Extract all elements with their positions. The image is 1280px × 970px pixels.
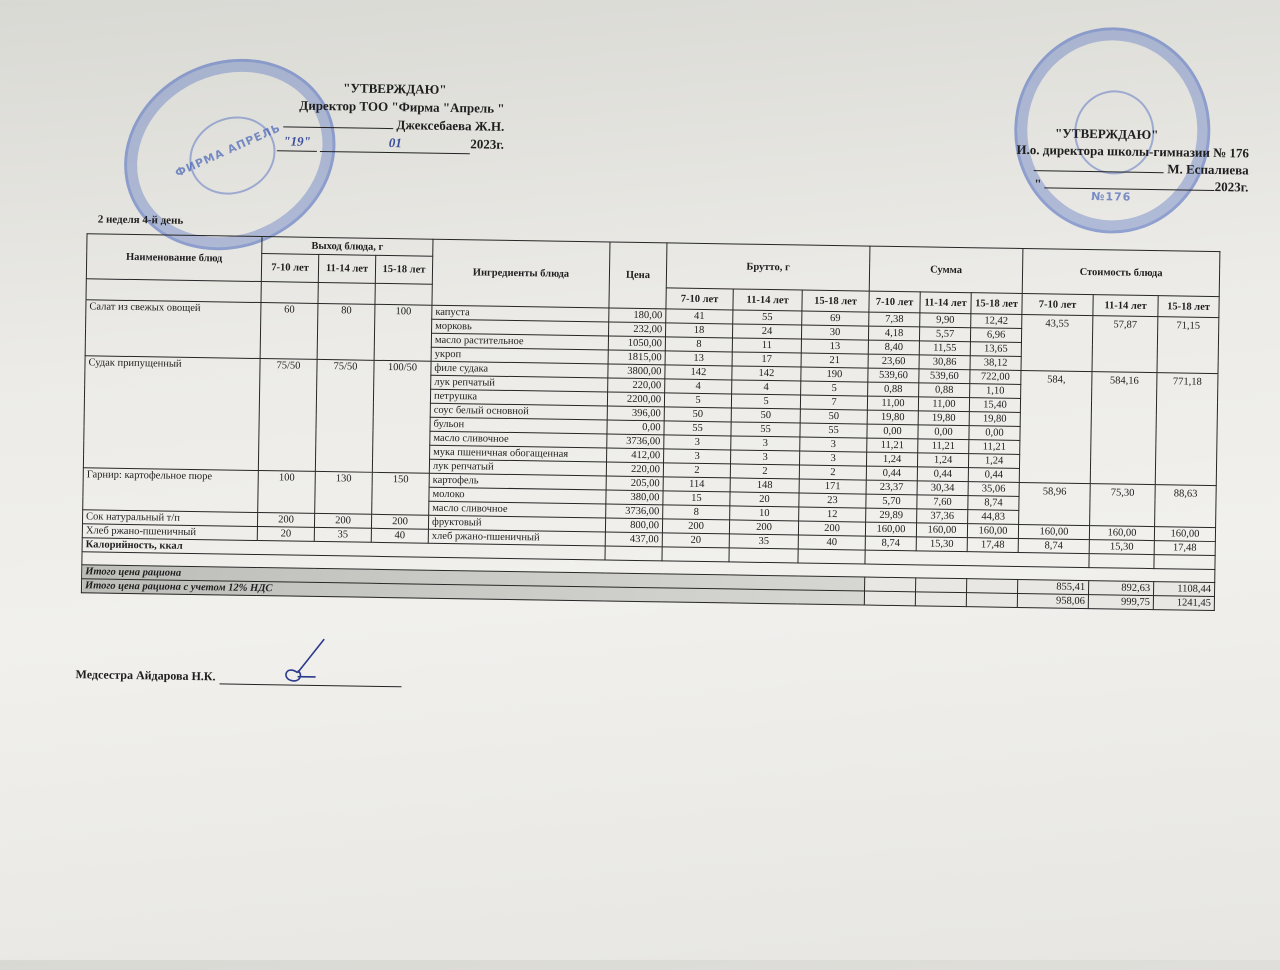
sum: 23,37 [866, 480, 917, 495]
dish-yield: 130 [315, 471, 373, 514]
sum: 17,48 [967, 538, 1018, 553]
gross: 4 [732, 380, 801, 395]
header-dish-name: Наименование блюд [86, 234, 262, 282]
approval-block-right [963, 123, 1249, 195]
header-yield: Выход блюда, г [262, 237, 433, 257]
dish-cost: 771,18 [1155, 373, 1218, 486]
approval-title: "УТВЕРЖДАЮ" [343, 80, 447, 97]
approval-block-left [244, 78, 505, 155]
dish-cost: 8,74 [1018, 538, 1089, 553]
sum: 5,70 [866, 494, 917, 509]
ingredient-name: масло сливочное [429, 501, 606, 518]
gross: 18 [665, 323, 732, 338]
ingredient-name: капуста [432, 305, 609, 322]
ingredient-price: 437,00 [605, 532, 662, 547]
sum: 160,00 [865, 522, 916, 537]
dish-cost: 15,30 [1089, 540, 1154, 555]
ingredient-name: соус белый основной [430, 403, 607, 420]
approval-year: 2023г. [470, 136, 505, 152]
menu-table [81, 233, 1221, 611]
header-gross: Брутто, г [666, 243, 870, 291]
dish-name: Гарнир: картофельное пюре [83, 468, 259, 513]
header-dish-cost: Стоимость блюда [1022, 248, 1220, 296]
gross: 8 [663, 505, 730, 520]
dish-yield: 100 [258, 471, 316, 514]
gross: 4 [665, 379, 732, 394]
gross: 50 [664, 407, 731, 422]
gross: 2 [663, 463, 730, 478]
gross: 5 [801, 381, 868, 396]
ingredient-name: филе судака [431, 361, 608, 378]
sum: 9,90 [920, 313, 971, 328]
ingredient-price: 3736,00 [607, 434, 664, 449]
gross: 2 [730, 464, 799, 479]
total-vat-price: 958,06 [1017, 593, 1088, 608]
gross: 200 [798, 521, 865, 536]
ingredient-name: морковь [432, 319, 609, 336]
sum: 1,24 [866, 452, 917, 467]
dish-name: Сок натуральный т/п [82, 510, 257, 527]
sum: 8,74 [968, 496, 1019, 511]
approver-position: И.о. директора школы-гимназии № 176 [1016, 141, 1250, 161]
dish-cost: 160,00 [1089, 526, 1154, 541]
sum: 8,40 [868, 340, 919, 355]
sum: 8,74 [865, 536, 916, 551]
sum: 7,60 [917, 495, 968, 510]
gross: 13 [801, 339, 868, 354]
empty-cell [662, 547, 729, 562]
dish-yield: 200 [314, 513, 371, 528]
ingredient-name: бульон [430, 417, 607, 434]
dish-cost: 584, [1019, 370, 1092, 483]
dish-cost: 160,00 [1154, 527, 1215, 542]
sum: 38,12 [970, 356, 1021, 371]
ingredient-name: молоко [429, 487, 606, 504]
total-price: 855,41 [1018, 579, 1089, 594]
sum: 1,24 [968, 454, 1019, 469]
nurse-label: Медсестра Айдарова Н.К. [75, 667, 216, 684]
ingredient-price: 220,00 [606, 462, 663, 477]
header-age: 11-14 лет [318, 254, 375, 283]
sum: 11,21 [969, 440, 1020, 455]
sum: 0,00 [969, 426, 1020, 441]
dish-yield: 150 [372, 472, 430, 515]
gross: 24 [732, 324, 801, 339]
gross: 12 [799, 507, 866, 522]
ingredient-price: 180,00 [609, 308, 666, 323]
dish-name: Судак припущенный [83, 356, 260, 471]
sum: 30,34 [917, 481, 968, 496]
header-age: 7-10 лет [1022, 293, 1093, 315]
gross: 30 [801, 325, 868, 340]
dish-yield: 80 [317, 303, 375, 360]
sum: 6,96 [970, 328, 1021, 343]
gross: 3 [800, 437, 867, 452]
gross: 21 [801, 353, 868, 368]
header-age: 15-18 лет [1158, 296, 1219, 318]
gross: 55 [800, 423, 867, 438]
total-vat-price: 1241,45 [1153, 596, 1214, 611]
calories-label: Калорийность, ккал [82, 538, 605, 560]
sum: 19,80 [867, 410, 918, 425]
dish-name: Хлеб ржано-пшеничный [82, 524, 257, 541]
gross: 40 [798, 535, 865, 550]
sum: 0,88 [868, 382, 919, 397]
gross: 11 [732, 338, 801, 353]
dish-cost: 75,30 [1090, 484, 1156, 527]
ingredient-name: масло сливочное [430, 431, 607, 448]
header-sum: Сумма [869, 246, 1023, 293]
approval-year: 2023г. [1214, 179, 1249, 195]
sum: 0,00 [867, 424, 918, 439]
sum: 15,30 [916, 537, 967, 552]
dish-cost: 160,00 [1018, 524, 1089, 539]
empty-cell [967, 579, 1018, 594]
header-spacer [86, 279, 261, 303]
total-price: 1108,44 [1153, 582, 1214, 597]
sum: 160,00 [967, 524, 1018, 539]
sum: 7,38 [869, 312, 920, 327]
week-day-label: 2 неделя 4-й день [97, 213, 184, 227]
ingredient-name: петрушка [430, 389, 607, 406]
sum: 11,21 [918, 439, 969, 454]
gross: 17 [732, 352, 801, 367]
sum: 0,44 [968, 468, 1019, 483]
dish-cost: 58,96 [1019, 482, 1091, 525]
sum: 35,06 [968, 482, 1019, 497]
dish-yield: 20 [257, 527, 314, 542]
sum: 0,44 [917, 467, 968, 482]
ingredient-price: 396,00 [607, 406, 664, 421]
total-vat-label: Итого цена рациона с учетом 12% НДС [81, 579, 864, 605]
dish-name: Салат из свежых овощей [85, 300, 261, 359]
ingredient-price: 232,00 [609, 322, 666, 337]
gross: 69 [802, 311, 869, 326]
sum: 29,89 [866, 508, 917, 523]
approval-title: "УТВЕРЖДАЮ" [1054, 125, 1159, 143]
dish-cost: 17,48 [1154, 541, 1215, 556]
gross: 171 [799, 479, 866, 494]
gross: 142 [665, 365, 732, 380]
gross: 55 [733, 310, 802, 325]
approver-position: Директор ТОО "Фирма "Апрель " [299, 97, 505, 116]
sum: 44,83 [968, 510, 1019, 525]
sum: 539,60 [868, 368, 919, 383]
total-label: Итого цена рациона [82, 565, 865, 591]
gross: 142 [732, 366, 801, 381]
empty-cell [605, 546, 662, 561]
header-ingredients: Ингредиенты блюда [432, 239, 610, 308]
empty-cell [1154, 555, 1215, 570]
empty-cell [864, 591, 915, 606]
gross: 55 [731, 422, 800, 437]
gross: 3 [799, 451, 866, 466]
gross: 114 [663, 477, 730, 492]
ingredient-price: 2200,00 [607, 392, 664, 407]
gross: 2 [799, 465, 866, 480]
gross: 3 [731, 436, 800, 451]
ingredient-price: 1815,00 [608, 350, 665, 365]
ingredient-name: масло растительное [431, 333, 608, 350]
dish-yield: 100 [374, 304, 432, 361]
gross: 190 [801, 367, 868, 382]
header-age: 11-14 лет [733, 289, 802, 311]
gross: 5 [731, 394, 800, 409]
empty-cell [798, 549, 865, 564]
ingredient-name: лук репчатый [431, 375, 608, 392]
ingredient-name: фруктовый [428, 515, 605, 532]
dish-yield: 75/50 [258, 359, 317, 472]
header-spacer [375, 283, 432, 305]
empty-cell [966, 593, 1017, 608]
gross: 8 [665, 337, 732, 352]
header-age: 7-10 лет [666, 288, 733, 310]
ingredient-price: 800,00 [605, 518, 662, 533]
ingredient-price: 412,00 [607, 448, 664, 463]
ingredient-name: мука пшеничная обогащенная [430, 445, 607, 462]
dish-yield: 35 [314, 527, 371, 542]
stamp-text: ФИРМА АПРЕЛЬ [173, 121, 283, 180]
sum: 19,80 [969, 412, 1020, 427]
gross: 23 [799, 493, 866, 508]
gross: 35 [729, 534, 798, 549]
empty-cell [915, 592, 966, 607]
gross: 200 [662, 519, 729, 534]
ingredient-name: картофель [429, 473, 606, 490]
header-spacer [318, 282, 375, 304]
dish-cost: 43,55 [1021, 314, 1093, 371]
gross: 148 [730, 478, 799, 493]
ingredient-price: 1050,00 [608, 336, 665, 351]
dish-yield: 200 [257, 513, 314, 528]
header-age: 7-10 лет [261, 254, 318, 283]
empty-cell [916, 578, 967, 593]
ingredient-name: укроп [431, 347, 608, 364]
sum: 37,36 [917, 509, 968, 524]
gross: 7 [800, 395, 867, 410]
approver-name: М. Еспалиева [1167, 161, 1249, 178]
dish-cost: 88,63 [1155, 485, 1217, 528]
sum: 11,21 [867, 438, 918, 453]
sum: 1,24 [917, 453, 968, 468]
sum: 539,60 [919, 369, 970, 384]
date-quote: " [1034, 176, 1042, 192]
gross: 3 [664, 435, 731, 450]
ingredient-price: 220,00 [608, 378, 665, 393]
sum: 0,44 [866, 466, 917, 481]
empty-cell [729, 548, 798, 563]
gross: 3 [664, 449, 731, 464]
header-age: 11-14 лет [1093, 295, 1158, 317]
signature-scribble-icon [275, 634, 336, 685]
ingredient-price: 0,00 [607, 420, 664, 435]
header-spacer [261, 282, 318, 304]
dish-yield: 75/50 [315, 359, 374, 472]
gross: 3 [731, 450, 800, 465]
gross: 50 [731, 408, 800, 423]
ingredient-price: 3800,00 [608, 364, 665, 379]
dish-cost: 584,16 [1090, 372, 1157, 485]
sum: 11,00 [918, 397, 969, 412]
date-month: 01 [320, 133, 470, 154]
dish-yield: 60 [260, 303, 318, 360]
ingredient-price: 3736,00 [606, 504, 663, 519]
gross: 10 [730, 506, 799, 521]
sum: 11,55 [919, 341, 970, 356]
dish-yield: 200 [371, 514, 428, 529]
sum: 5,57 [919, 327, 970, 342]
sum: 12,42 [971, 314, 1022, 329]
header-price: Цена [609, 242, 667, 309]
ingredient-price: 380,00 [606, 490, 663, 505]
sum: 1,10 [970, 384, 1021, 399]
gross: 15 [663, 491, 730, 506]
sum: 23,60 [868, 354, 919, 369]
nurse-signature-block [75, 667, 401, 687]
date-day: "19" [277, 132, 317, 152]
gross: 50 [800, 409, 867, 424]
sum: 160,00 [916, 523, 967, 538]
header-age: 11-14 лет [920, 292, 971, 314]
dish-yield: 100/50 [372, 360, 431, 473]
gross: 13 [665, 351, 732, 366]
ingredient-price: 205,00 [606, 476, 663, 491]
gross: 5 [664, 393, 731, 408]
gross: 20 [662, 533, 729, 548]
sum: 30,86 [919, 355, 970, 370]
ingredient-name: лук репчатый [429, 459, 606, 476]
empty-cell [865, 577, 916, 592]
empty-cell [1089, 554, 1154, 569]
total-price: 892,63 [1088, 581, 1153, 596]
dish-cost: 71,15 [1157, 317, 1219, 374]
sum: 11,00 [867, 396, 918, 411]
header-age: 15-18 лет [802, 290, 869, 312]
approver-name: Джексебаева Ж.Н. [396, 117, 505, 134]
gross: 20 [730, 492, 799, 507]
gross: 55 [664, 421, 731, 436]
header-age: 15-18 лет [375, 255, 432, 284]
header-age: 15-18 лет [971, 293, 1022, 315]
stamp-text: №176 [1091, 190, 1132, 204]
ingredient-name: хлеб ржано-пшеничный [428, 529, 605, 546]
dish-cost: 57,87 [1092, 316, 1158, 373]
gross: 41 [666, 309, 733, 324]
sum: 13,65 [970, 342, 1021, 357]
gross: 200 [729, 520, 798, 535]
sum: 4,18 [868, 326, 919, 341]
sum: 0,88 [919, 383, 970, 398]
sum: 15,40 [969, 398, 1020, 413]
dish-yield: 40 [371, 528, 428, 543]
header-age: 7-10 лет [869, 291, 920, 313]
total-vat-price: 999,75 [1088, 595, 1153, 610]
sum: 19,80 [918, 411, 969, 426]
sum: 0,00 [918, 425, 969, 440]
sum: 722,00 [970, 370, 1021, 385]
